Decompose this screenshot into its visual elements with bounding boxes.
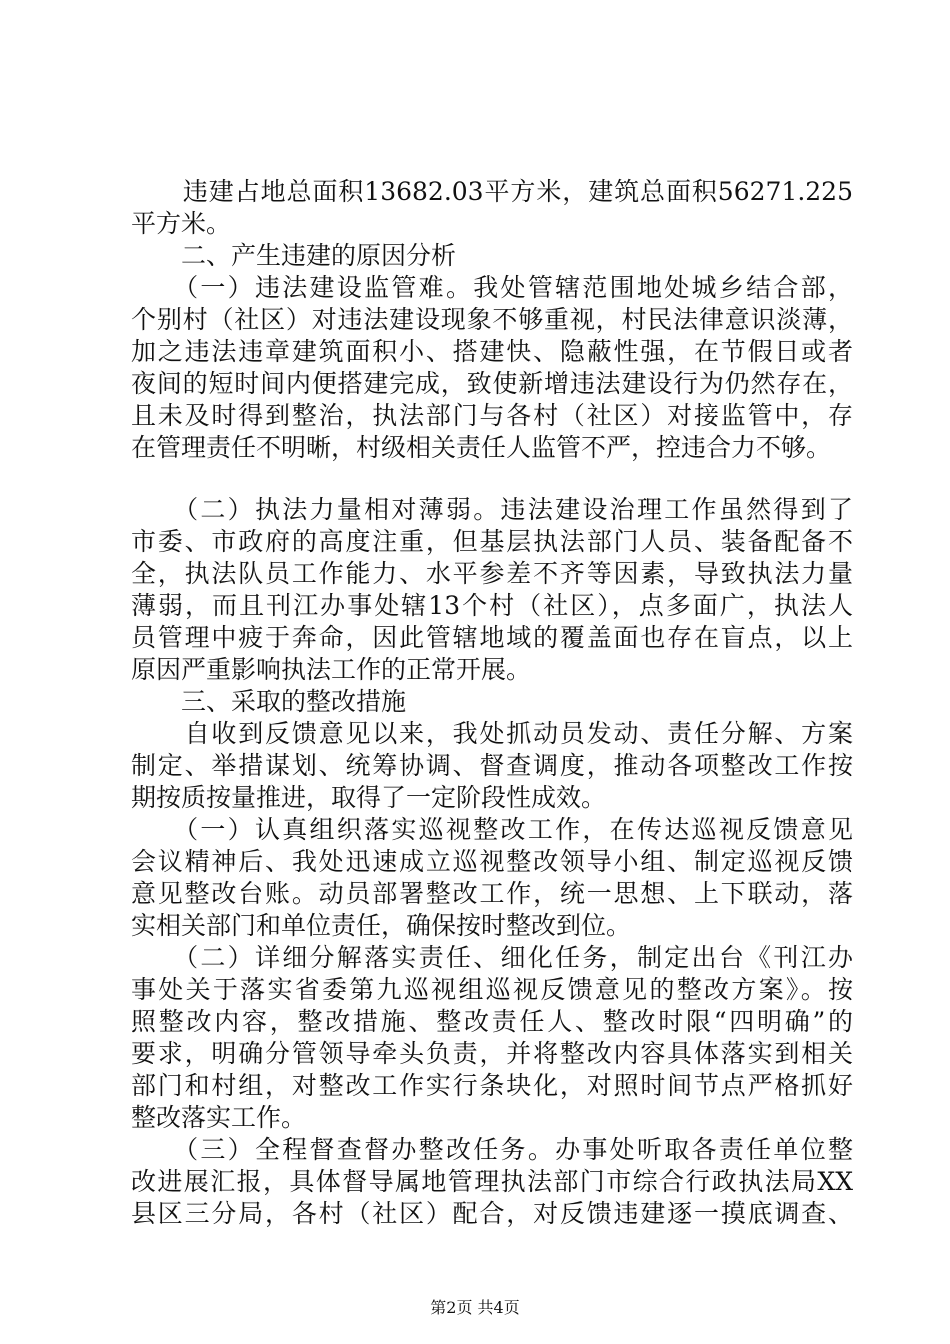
section-heading: 二、产生违建的原因分析 [131,241,457,270]
text-line: （二）详细分解落实责任、细化任务，制定出台《刊江办 [131,943,853,972]
text-line: 照整改内容，整改措施、整改责任人、整改时限“四明确”的 [131,1007,853,1036]
text-line: （三）全程督查督办整改任务。办事处听取各责任单位整 [131,1135,853,1164]
text-line: 违建占地总面积13682.03平方米，建筑总面积56271.225 [131,177,853,206]
text-line: 改进展汇报，具体督导属地管理执法部门市综合行政执法局XX [131,1167,853,1196]
text-line: 自收到反馈意见以来，我处抓动员发动、责任分解、方案 [131,719,853,748]
text-line: 市委、市政府的高度注重，但基层执法部门人员、装备配备不 [131,527,853,556]
text-line: 原因严重影响执法工作的正常开展。 [131,655,532,684]
text-line: 会议精神后、我处迅速成立巡视整改领导小组、制定巡视反馈 [131,847,853,876]
text-line: 要求，明确分管领导牵头负责，并将整改内容具体落实到相关 [131,1039,853,1068]
text-line: 加之违法违章建筑面积小、搭建快、隐蔽性强，在节假日或者 [131,337,853,366]
text-line: 在管理责任不明晰，村级相关责任人监管不严，控违合力不够。 [131,433,832,462]
text-line: 个别村（社区）对违法建设现象不够重视，村民法律意识淡薄， [131,305,853,334]
document-body [131,176,853,1230]
text-line: （一）认真组织落实巡视整改工作，在传达巡视反馈意见 [131,815,853,844]
text-line: 薄弱，而且刊江办事处辖13个村（社区），点多面广，执法人 [131,591,853,620]
text-line: 制定、举措谋划、统筹协调、督查调度，推动各项整改工作按 [131,751,853,780]
text-line: 实相关部门和单位责任，确保按时整改到位。 [131,911,632,940]
text-line: 且未及时得到整治，执法部门与各村（社区）对接监管中，存 [131,401,853,430]
text-line: 夜间的短时间内便搭建完成，致使新增违法建设行为仍然存在， [131,369,853,398]
text-line: 期按质按量推进，取得了一定阶段性成效。 [131,783,607,812]
text-line: （二）执法力量相对薄弱。违法建设治理工作虽然得到了 [131,495,853,524]
page-number-footer: 第2页 共4页 [430,1298,520,1317]
section-heading: 三、采取的整改措施 [131,687,407,716]
text-line: 事处关于落实省委第九巡视组巡视反馈意见的整改方案》。按 [131,975,853,1004]
text-line: （一）违法建设监管难。我处管辖范围地处城乡结合部， [131,273,853,302]
paragraph-gap [131,464,853,494]
text-line: 全，执法队员工作能力、水平参差不齐等因素，导致执法力量 [131,559,853,588]
text-line: 平方米。 [131,209,232,238]
text-line: 整改落实工作。 [131,1103,307,1132]
text-line: 员管理中疲于奔命，因此管辖地域的覆盖面也存在盲点，以上 [131,623,853,652]
text-line: 部门和村组，对整改工作实行条块化，对照时间节点严格抓好 [131,1071,853,1100]
text-line: 县区三分局，各村（社区）配合，对反馈违建逐一摸底调查、 [131,1199,853,1228]
text-line: 意见整改台账。动员部署整改工作，统一思想、上下联动，落 [131,879,853,908]
